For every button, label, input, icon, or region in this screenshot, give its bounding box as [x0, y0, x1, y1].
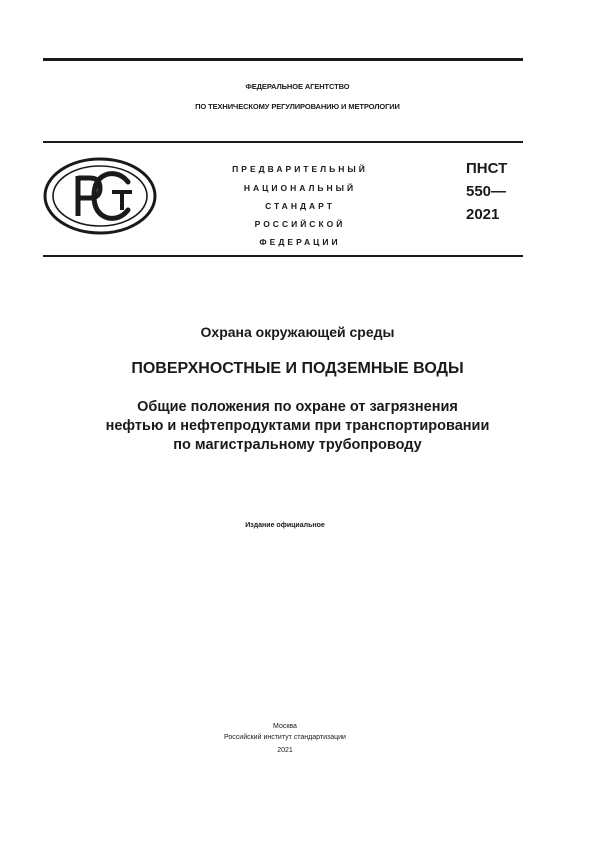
main-title: ПОВЕРХНОСТНЫЕ И ПОДЗЕМНЫЕ ВОДЫ: [131, 360, 464, 377]
series-title: Охрана окружающей среды: [200, 324, 395, 340]
subtitle-line-2: нефтью и нефтепродуктами при транспортировании: [105, 418, 490, 434]
subtitle-line-3: по магистральному трубопроводу: [173, 437, 422, 453]
standard-type-line-2: НАЦИОНАЛЬНЫЙ: [243, 183, 357, 193]
imprint-year: 2021: [277, 747, 293, 754]
bottom-rule: [43, 255, 523, 257]
standard-type-line-4: РОССИЙСКОЙ: [254, 219, 346, 229]
standard-type-line-3: СТАНДАРТ: [265, 201, 335, 211]
standard-type-line-5: ФЕДЕРАЦИИ: [259, 237, 341, 247]
imprint-city: Москва: [273, 723, 297, 730]
edition-note: Издание официальное: [245, 522, 325, 529]
middle-rule: [43, 141, 523, 143]
agency-name-line-1: ФЕДЕРАЛЬНОЕ АГЕНТСТВО: [245, 82, 350, 91]
imprint-publisher: Российский институт стандартизации: [224, 734, 346, 741]
subtitle: [0, 398, 595, 455]
subtitle-line-1: Общие положения по охране от загрязнения: [137, 399, 458, 415]
standard-code-prefix: ПНСТ: [466, 160, 508, 177]
standard-code-year: 2021: [466, 206, 500, 223]
standard-type-line-1: ПРЕДВАРИТЕЛЬНЫЙ: [232, 164, 368, 174]
standard-code-number: 550—: [466, 183, 507, 200]
top-rule: [43, 58, 523, 61]
gost-r-logo-icon: [42, 156, 158, 236]
agency-name-line-2: ПО ТЕХНИЧЕСКОМУ РЕГУЛИРОВАНИЮ И МЕТРОЛОГИИ: [195, 102, 400, 111]
